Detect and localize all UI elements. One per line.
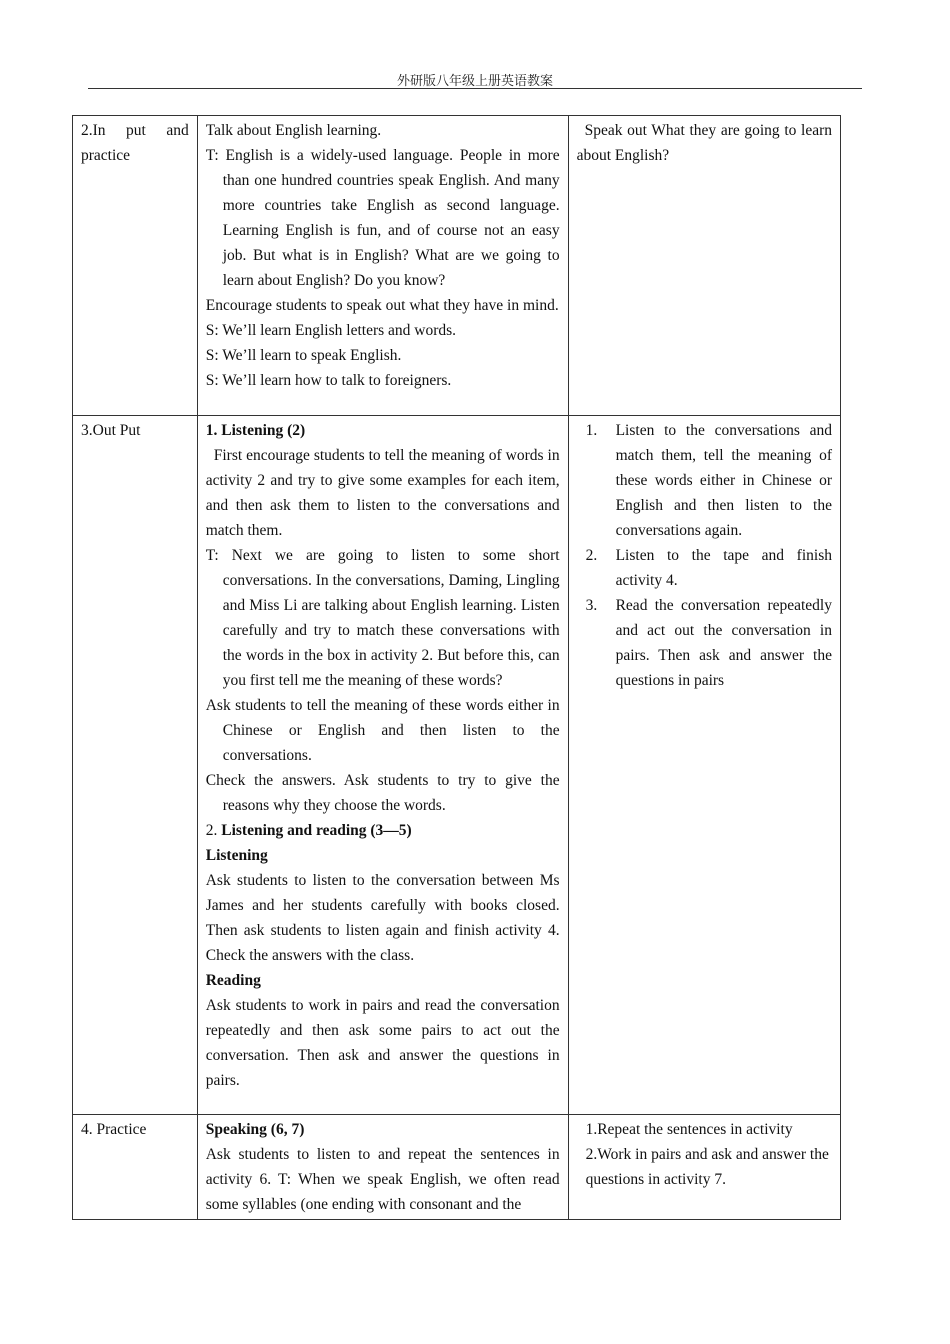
student-activity-cell xyxy=(568,1115,840,1220)
list-number: 1. xyxy=(585,422,598,439)
list-text: Listen to the tape and finish activity 4. xyxy=(615,547,832,589)
activity-paragraph: Ask students to work in pairs and read the conversation repeatedly and then ask some pairs to act out the conversation. Then ask and answer the questions in pairs. xyxy=(205,997,560,1089)
student-speech: S: We’ll learn how to talk to foreigners. xyxy=(205,372,452,389)
stage-cell xyxy=(73,1115,198,1220)
table-row xyxy=(73,1115,841,1220)
list-item xyxy=(577,418,832,543)
teacher-speech: T: English is a widely-used language. People in more than one hundred countries speak English. And many more countries take English as second language. Learning English is fun, and of course not an easy job. But what is in English? What are we going to learn about English? Do you know? xyxy=(205,147,560,289)
stage-label: 2.In put and practice xyxy=(81,122,189,164)
activity-line: Talk about English learning. xyxy=(205,122,382,139)
section-heading: Speaking (6, 7) xyxy=(205,1121,305,1138)
section-title: Listening and reading (3—5) xyxy=(221,822,412,839)
teacher-activity-cell xyxy=(197,416,568,1115)
list-number: 2. xyxy=(585,547,598,564)
student-steps-list xyxy=(577,418,832,693)
list-text: Listen to the conversations and match them, tell the meaning of these words either in Chinese or English and then listen to the conversations again. xyxy=(615,422,832,539)
list-number: 3. xyxy=(585,597,598,614)
student-activity-text: 1.Repeat the sentences in activity xyxy=(585,1121,793,1138)
section-heading: 1. Listening (2) xyxy=(205,422,306,439)
table-row xyxy=(73,116,841,416)
subsection-heading: Reading xyxy=(205,972,261,989)
list-text: Read the conversation repeatedly and act out the conversation in pairs. Then ask and answer the questions in pairs xyxy=(615,597,832,689)
lesson-plan-table xyxy=(72,115,841,1220)
list-item xyxy=(577,543,832,593)
student-activity-text: Speak out What they are going to learn about English? xyxy=(576,122,832,164)
student-speech: S: We’ll learn English letters and words. xyxy=(205,322,457,339)
student-speech: S: We’ll learn to speak English. xyxy=(205,347,402,364)
activity-line: Check the answers. Ask students to try to give the reasons why they choose the words. xyxy=(205,772,560,814)
student-activity-text: 2.Work in pairs and ask and answer the questions in activity 7. xyxy=(585,1146,829,1188)
stage-label: 3.Out Put xyxy=(81,422,141,439)
student-activity-cell xyxy=(568,116,840,416)
activity-paragraph: First encourage students to tell the meaning of words in activity 2 and try to give some examples for each item, and then ask them to listen to the conversations and match them. xyxy=(205,447,560,539)
list-item xyxy=(577,593,832,693)
activity-line: Ask students to tell the meaning of these words either in Chinese or English and then listen to the conversations. xyxy=(205,697,560,764)
activity-paragraph: Ask students to listen to the conversation between Ms James and her students carefully with books closed. Then ask students to listen again and finish activity 4. Check the answers with the class. xyxy=(205,872,560,964)
student-activity-cell xyxy=(568,416,840,1115)
stage-cell xyxy=(73,416,198,1115)
header-divider xyxy=(88,88,862,89)
stage-cell xyxy=(73,116,198,416)
teacher-activity-cell xyxy=(197,1115,568,1220)
teacher-activity-cell xyxy=(197,116,568,416)
page-header-title: 外研版八年级上册英语教案 xyxy=(396,73,553,88)
stage-label: 4. Practice xyxy=(81,1121,147,1138)
section-number: 2. xyxy=(205,822,222,839)
table-row xyxy=(73,416,841,1115)
teacher-speech: T: Next we are going to listen to some short conversations. In the conversations, Daming, Lingling and Miss Li are talking about English learning. Listen carefully and try to match these conversations with the words in the box in activity 2. But before this, can you first tell me the meaning of these words? xyxy=(205,547,560,689)
activity-line: Encourage students to speak out what they have in mind. xyxy=(205,297,559,314)
activity-paragraph: Ask students to listen to and repeat the sentences in activity 6. T: When we speak English, we often read some syllables (one ending with consonant and the xyxy=(205,1146,560,1213)
section-heading xyxy=(206,818,560,843)
subsection-heading: Listening xyxy=(205,847,268,864)
